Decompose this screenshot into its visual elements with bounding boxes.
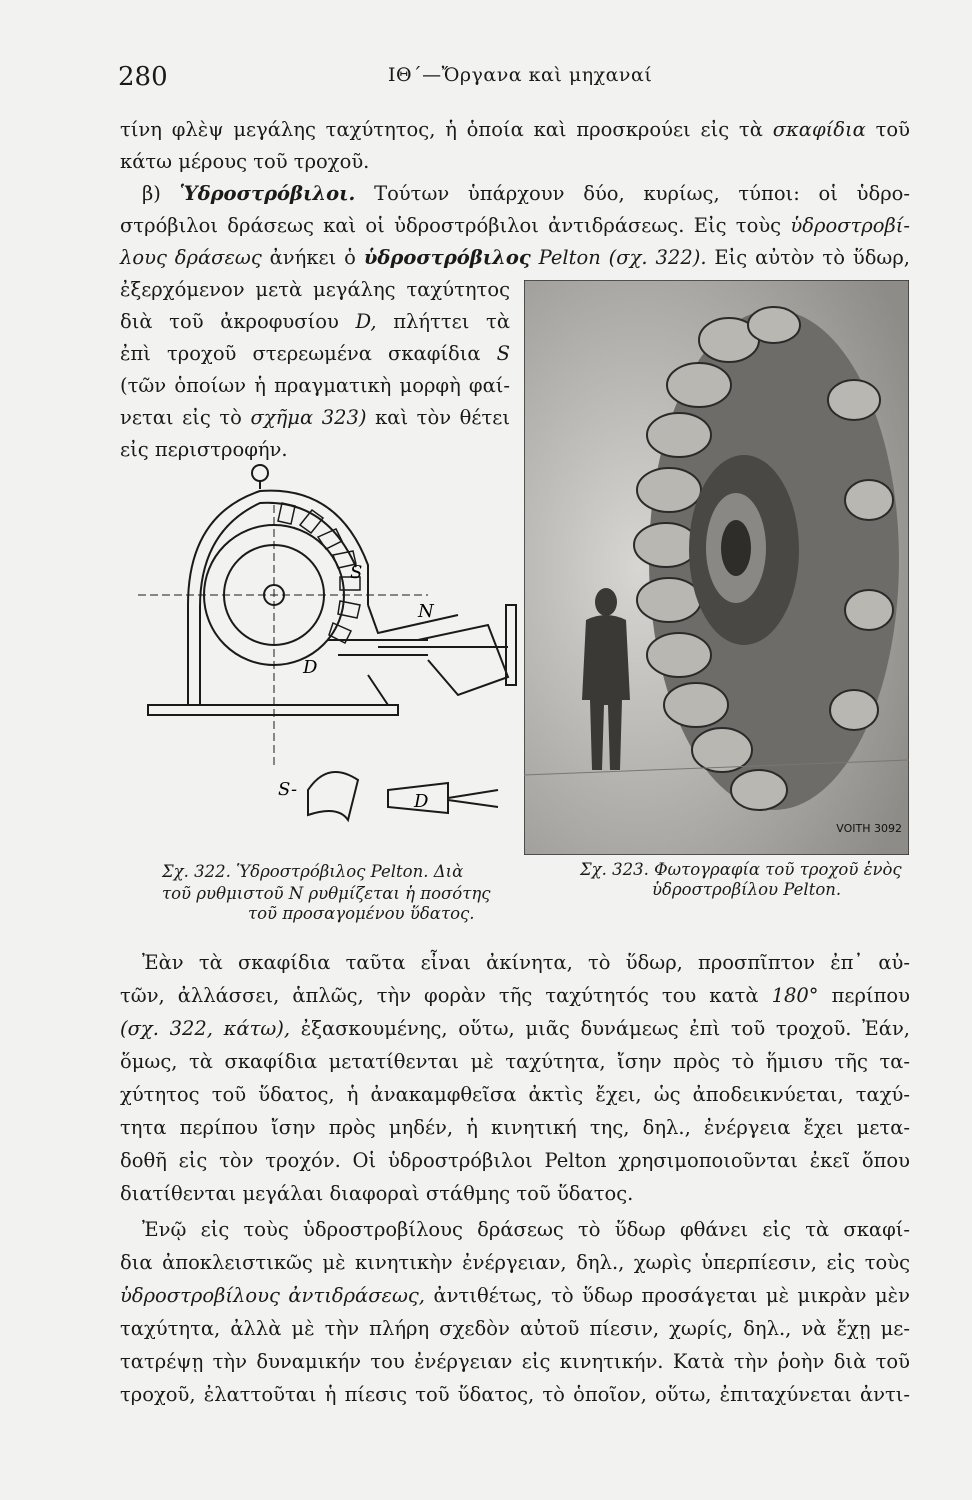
label-D-lower: D (414, 791, 429, 812)
label-S-lower: S- (278, 779, 298, 800)
text-line: εἰς περιστροφήν. (120, 438, 288, 461)
text-line: νεται εἰς τὸ σχῆμα 323) καὶ τὸν θέτει (120, 406, 511, 429)
page-number: 280 (118, 62, 168, 92)
text-line: τῶν, ἀλλάσσει, ἁπλῶς, τὴν φορὰν τῆς ταχύτητός του κατὰ 180° περίπου (120, 984, 911, 1007)
text-line: τίνη φλὲψ μεγάλης ταχύτητος, ἡ ὁποία καὶ προσκρούει εἰς τὰ σκαφίδια τοῦ (120, 118, 910, 141)
text-line: ὑδροστροβίλους ἀντιδράσεως, ἀντιθέτως, τὸ ὕδωρ προσάγεται μὲ μικρὰν μὲν (120, 1284, 911, 1307)
text-line: διατίθενται μεγάλαι διαφοραὶ στάθμης τοῦ ὕδατος. (120, 1182, 634, 1205)
text-line: χύτητος τοῦ ὕδατος, ἡ ἀνακαμφθεῖσα ἀκτὶς ἔχει, ὡς ἀποδεικνύεται, ταχύ- (120, 1083, 910, 1106)
text-line: Ἐνῷ εἰς τοὺς ὑδροστροβίλους δράσεως τὸ ὕδωρ φθάνει εἰς τὰ σκαφί- (142, 1218, 910, 1241)
text-line: (τῶν ὁποίων ἡ πραγματικὴ μορφὴ φαί- (120, 374, 510, 397)
page-header (118, 62, 908, 102)
caption-322-line: τοῦ ρυθμιστοῦ N ρυθμίζεται ἡ ποσότης (162, 884, 491, 903)
text-line: δοθῆ εἰς τὸν τροχόν. Οἱ ὑδροστρόβιλοι Pelton χρησιμοποιοῦνται ἐκεῖ ὅπου (120, 1149, 910, 1172)
text-line: τατρέψῃ τὴν δυναμικήν του ἐνέργειαν εἰς κινητικήν. Κατὰ τὴν ῥοὴν διὰ τοῦ (120, 1350, 910, 1373)
text-line: Ἐὰν τὰ σκαφίδια ταῦτα εἶναι ἀκίνητα, τὸ ὕδωρ, προσπῖπτον ἐπ᾽ αὐ- (142, 951, 910, 974)
text-line: ἐξερχόμενον μετὰ μεγάλης ταχύτητος (120, 278, 510, 301)
label-D: D (303, 657, 318, 678)
label-S: S (350, 562, 363, 583)
text-line: δια ἀποκλειστικῶς μὲ κινητικὴν ἐνέργειαν, δηλ., χωρὶς ὑπερπίεσιν, εἰς τοὺς (120, 1251, 910, 1274)
caption-323-line: Σχ. 323. Φωτογραφία τοῦ τροχοῦ ἑνὸς (580, 860, 902, 879)
text-line: (σχ. 322, κάτω), ἐξασκουμένης, οὕτω, μιᾶς δυνάμεως ἐπὶ τοῦ τροχοῦ. Ἐάν, (120, 1017, 910, 1040)
caption-322-line: τοῦ προσαγομένου ὕδατος. (248, 904, 475, 923)
text-line: ὅμως, τὰ σκαφίδια μετατίθενται μὲ ταχύτητα, ἴσην πρὸς τὸ ἥμισυ τῆς τα- (120, 1050, 910, 1073)
text-line: τητα περίπου ἴσην πρὸς μηδέν, ἡ κινητική της, δηλ., ἐνέργεια ἔχει μετα- (120, 1116, 910, 1139)
running-head: ΙΘ΄—Ὄργανα καὶ μηχαναί (388, 64, 653, 86)
label-N: N (418, 601, 434, 622)
text-line: τροχοῦ, ἐλαττοῦται ἡ πίεσις τοῦ ὕδατος, τὸ ὁποῖον, οὕτω, ἐπιταχύνεται ἀντι- (120, 1383, 910, 1406)
pelton-turbine-diagram (128, 455, 528, 860)
text-line: β) Ὑδροστρόβιλοι. Τούτων ὑπάρχουν δύο, κυρίως, τύποι: οἱ ὑδρο- (142, 182, 910, 205)
text-line: λους δράσεως ἀνήκει ὁ ὑδροστρόβιλος Pelton (σχ. 322). Εἰς αὐτὸν τὸ ὕδωρ, (120, 246, 910, 269)
text-line: ταχύτητα, ἀλλὰ μὲ τὴν πλήρη σχεδὸν αὐτοῦ πίεσιν, χωρίς, δηλ., νὰ ἔχῃ με- (120, 1317, 910, 1340)
text-line: διὰ τοῦ ἀκροφυσίου D, πλήττει τὰ (120, 310, 510, 333)
text-line: κάτω μέρους τοῦ τροχοῦ. (120, 150, 370, 173)
text-line: στρόβιλοι δράσεως καὶ οἱ ὑδροστρόβιλοι ἀντιδράσεως. Εἰς τοὺς ὑδροστροβί- (120, 214, 910, 237)
pelton-wheel-photo (524, 280, 909, 855)
photo-stamp: VOITH 3092 (836, 822, 902, 835)
caption-323-line: ὑδροστροβίλου Pelton. (652, 880, 842, 899)
caption-322-line: Σχ. 322. Ὑδροστρόβιλος Pelton. Διὰ (162, 862, 464, 881)
text-line: ἐπὶ τροχοῦ στερεωμένα σκαφίδια S (120, 342, 510, 365)
